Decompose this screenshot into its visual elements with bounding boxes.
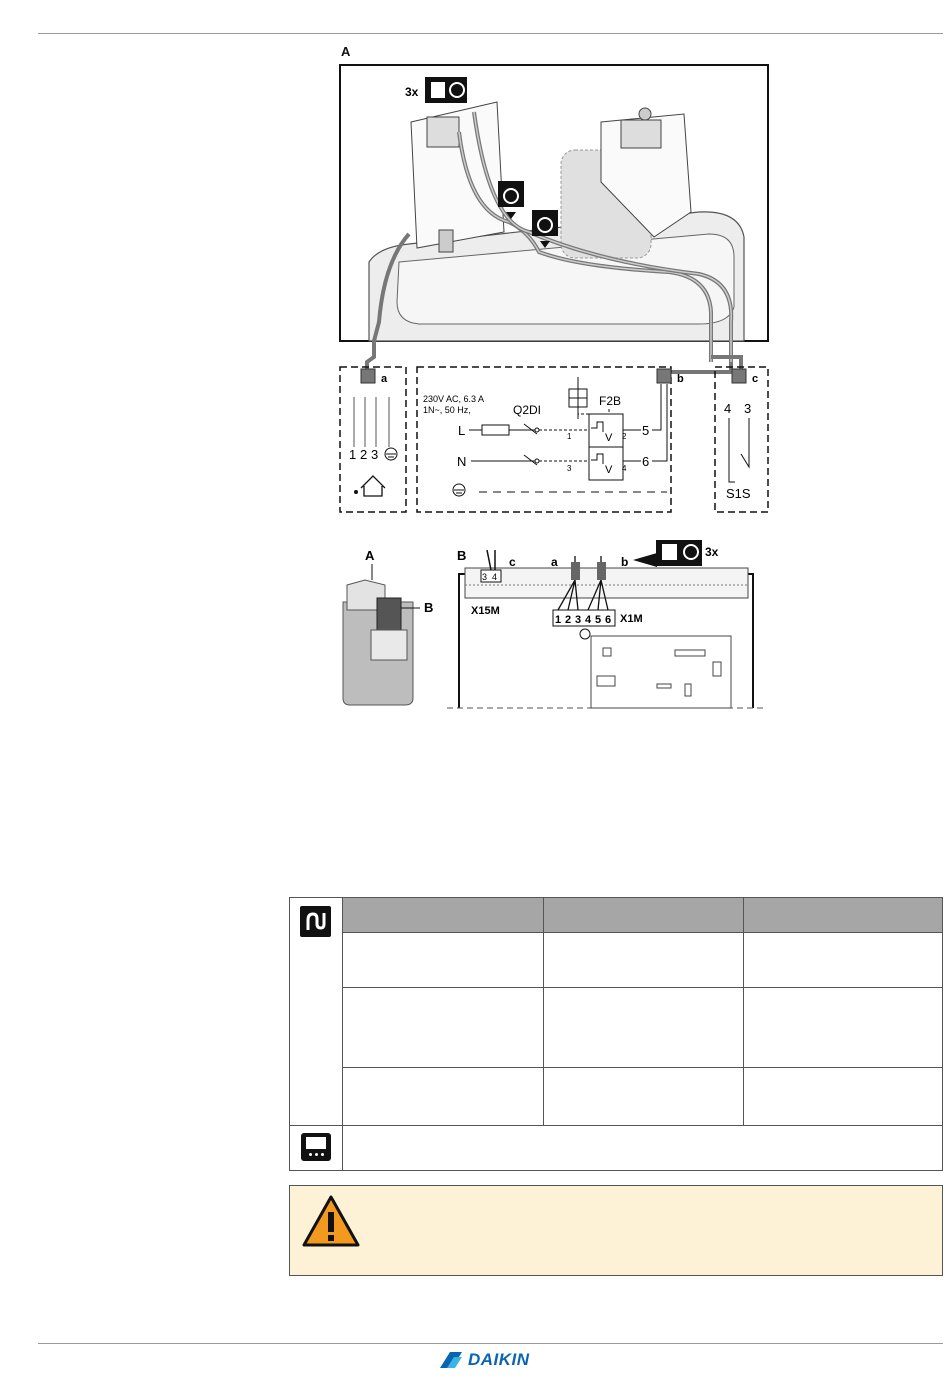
supply-line-1: 230V AC, 6.3 A: [423, 394, 485, 404]
x1m-pin: 4: [585, 614, 592, 626]
box-c-terminal: 4: [724, 401, 732, 416]
x15m-label: X15M: [471, 605, 500, 617]
brand-name: DAIKIN: [468, 1350, 530, 1369]
footer-rule: [38, 1343, 943, 1344]
box-c-terminal: 3: [744, 401, 752, 416]
pin-label: 1: [567, 432, 572, 441]
line-l: L: [458, 423, 466, 438]
v-mark: V: [605, 432, 613, 444]
x1m-pin: 5: [595, 614, 602, 626]
wire-c-label: c: [509, 555, 516, 569]
daikin-logo-mark: [438, 1351, 464, 1369]
specification-table: [289, 897, 943, 1171]
connector-label-b: B: [424, 600, 434, 615]
terminal-5: 5: [642, 423, 650, 438]
box-c-tag: c: [752, 373, 759, 385]
pin-label: 2: [622, 432, 627, 441]
x1m-pin: 2: [565, 614, 572, 626]
box-a-terminal: 1: [349, 447, 357, 462]
x15m-pin: 4: [492, 572, 498, 582]
warning-box: [289, 1185, 943, 1276]
board-label: B: [457, 548, 467, 563]
table-header: [343, 898, 942, 932]
terminal-6: 6: [642, 454, 650, 469]
callout-count-b: 3x: [705, 545, 719, 559]
box-b-tag: b: [677, 373, 684, 385]
x1m-label: X1M: [620, 613, 643, 625]
x15m-pin: 3: [482, 572, 488, 582]
box-a-terminal: 3: [371, 447, 379, 462]
figure-a-illustration: [339, 62, 771, 517]
header-rule: [38, 33, 943, 34]
callout-count-a: 3x: [405, 85, 419, 99]
fuse-label: F2B: [599, 394, 622, 408]
figure-b-illustration: [335, 540, 765, 712]
wire-a-label: a: [551, 555, 558, 569]
box-a-terminal: 2: [360, 447, 368, 462]
pin-label: 3: [567, 464, 572, 473]
line-n: N: [457, 454, 467, 469]
x1m-pin: 6: [605, 614, 612, 626]
warning-icon: [301, 1194, 361, 1248]
x1m-pin: 1: [555, 614, 562, 626]
v-mark: V: [605, 464, 613, 476]
wire-b-label: b: [621, 555, 629, 569]
daikin-logo: [438, 1350, 530, 1370]
figure-a-label: A: [341, 44, 351, 59]
box-a-tag: a: [381, 373, 388, 385]
breaker-label: Q2DI: [513, 403, 542, 417]
switch-label: S1S: [726, 486, 751, 501]
wiring-icon: [300, 906, 331, 937]
supply-line-2: 1N~, 50 Hz,: [423, 405, 471, 415]
user-interface-icon: [301, 1133, 331, 1161]
pin-label: 4: [622, 464, 627, 473]
x1m-pin: 3: [575, 614, 582, 626]
connector-label-a: A: [365, 548, 375, 563]
